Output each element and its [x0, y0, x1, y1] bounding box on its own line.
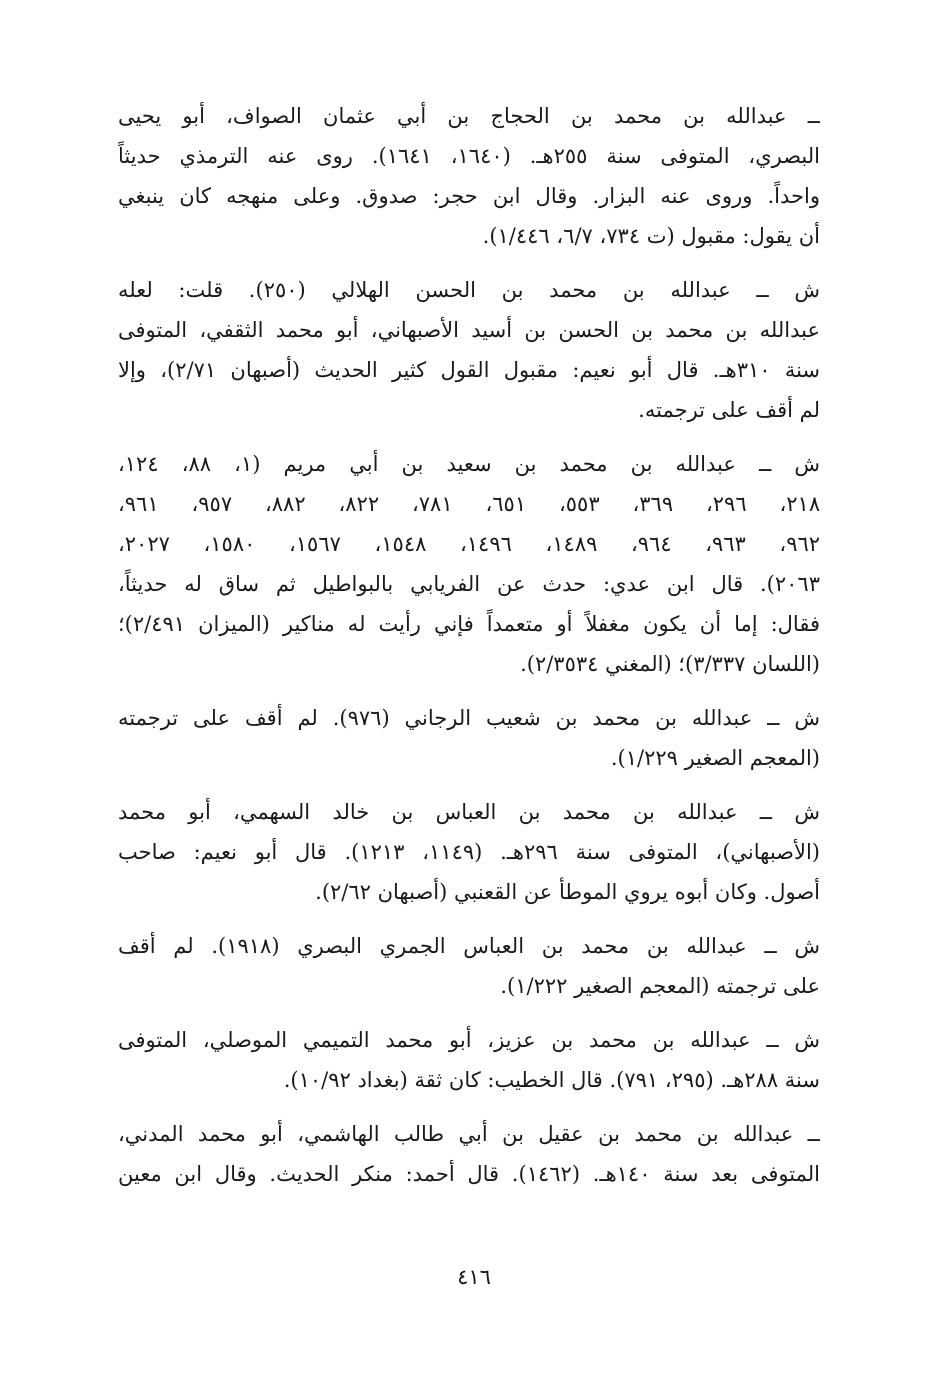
entry-line: ش ــ عبدالله بن محمد بن سعيد بن أبي مريم (١، ٨٨، ١٢٤،	[118, 452, 820, 476]
entry-line: ــ عبدالله بن محمد بن الحجاج بن أبي عثمان الصواف، أبو يحيى	[118, 104, 820, 128]
entry-line: أصول. وكان أبوه يروي الموطأ عن القعنبي (أصبهان ٢/٦٢).	[315, 880, 820, 904]
entry-line: على ترجمته (المعجم الصغير ١/٢٢٢).	[500, 974, 820, 998]
entry-4	[118, 698, 820, 778]
entry-7	[118, 1020, 820, 1100]
entry-5	[118, 792, 820, 912]
entry-line: لم أقف على ترجمته.	[638, 398, 820, 422]
entry-line: ش ــ عبدالله بن محمد بن العباس بن خالد السهمي، أبو محمد	[118, 800, 820, 824]
entry-line: عبدالله بن محمد بن الحسن بن أسيد الأصبهاني، أبو محمد الثقفي، المتوفى	[118, 318, 820, 342]
entry-line: ش ــ عبدالله بن محمد بن الحسن الهلالي (٢٥٠). قلت: لعله	[118, 278, 820, 302]
entry-line: سنة ٣١٠هـ. قال أبو نعيم: مقبول القول كثير الحديث (أصبهان ٢/٧١)، وإلا	[118, 358, 820, 382]
entry-6	[118, 926, 820, 1006]
entry-line: فقال: إما أن يكون مغفلاً أو متعمداً فإني رأيت له مناكير (الميزان ٢/٤٩١)؛	[118, 612, 820, 636]
entry-line: (اللسان ٣/٣٣٧)؛ (المغني ٢/٣٥٣٤).	[520, 652, 820, 676]
entry-8	[118, 1114, 820, 1194]
entry-line: البصري، المتوفى سنة ٢٥٥هـ. (١٦٤٠، ١٦٤١). روى عنه الترمذي حديثاً	[118, 144, 820, 168]
entry-line: ش ــ عبدالله بن محمد بن عزيز، أبو محمد التميمي الموصلي، المتوفى	[118, 1028, 820, 1052]
entry-line: (الأصبهاني)، المتوفى سنة ٢٩٦هـ. (١١٤٩، ١٢١٣). قال أبو نعيم: صاحب	[118, 840, 820, 864]
entry-line: ــ عبدالله بن محمد بن عقيل بن أبي طالب الهاشمي، أبو محمد المدني،	[118, 1122, 820, 1146]
entry-line: ش ــ عبدالله بن محمد بن شعيب الرجاني (٩٧٦). لم أقف على ترجمته	[118, 706, 820, 730]
entry-1	[118, 96, 820, 256]
entry-line: ش ــ عبدالله بن محمد بن العباس الجمري البصري (١٩١٨). لم أقف	[118, 934, 820, 958]
entry-line: ٢١٨، ٢٩٦، ٣٦٩، ٥٥٣، ٦٥١، ٧٨١، ٨٢٢، ٨٨٢، ٩٥٧، ٩٦١،	[118, 492, 820, 516]
entry-line: المتوفى بعد سنة ١٤٠هـ. (١٤٦٢). قال أحمد: منكر الحديث. وقال ابن معين	[118, 1162, 820, 1186]
entry-line: ٢٠٦٣). قال ابن عدي: حدث عن الفريابي بالبواطيل ثم ساق له حديثاً،	[118, 572, 820, 596]
page-body	[118, 96, 820, 1208]
entry-3	[118, 444, 820, 684]
entry-2	[118, 270, 820, 430]
entry-line: واحداً. وروى عنه البزار. وقال ابن حجر: صدوق. وعلى منهجه كان ينبغي	[118, 184, 820, 208]
page-number: ٤١٦	[457, 1265, 491, 1289]
entry-line: سنة ٢٨٨هـ. (٢٩٥، ٧٩١). قال الخطيب: كان ثقة (بغداد ١٠/٩٢).	[283, 1068, 820, 1092]
entry-line: أن يقول: مقبول (ت ٧٣٤، ٦/٧، ١/٤٤٦).	[482, 224, 820, 248]
entry-line: ٩٦٢، ٩٦٣، ٩٦٤، ١٤٨٩، ١٤٩٦، ١٥٤٨، ١٥٦٧، ١٥٨٠، ٢٠٢٧،	[118, 532, 820, 556]
entry-line: (المعجم الصغير ١/٢٢٩).	[610, 746, 820, 770]
